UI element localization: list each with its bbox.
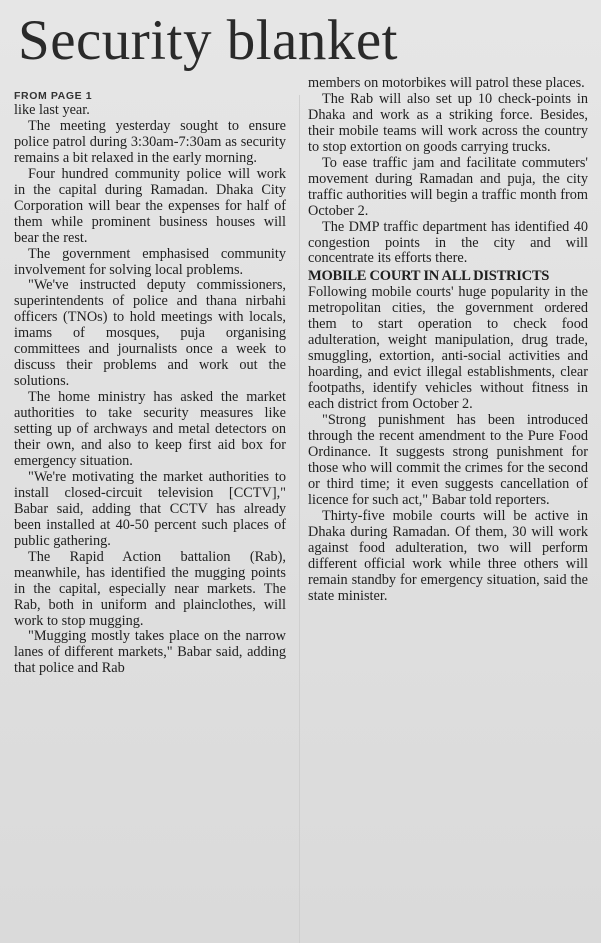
article-paragraph: members on motorbikes will patrol these places. — [308, 75, 585, 91]
article-paragraph: The meeting yesterday sought to ensure police patrol during 3:30am-7:30am as security remains a bit relaxed in the early morning. — [14, 117, 286, 166]
article-paragraph: Thirty-five mobile courts will be active in Dhaka during Ramadan. Of them, 30 will work against food adulteration, two will perform different official work while three others will remain standby for emergency situation, said the state minister. — [308, 507, 588, 604]
continuation-label: FROM PAGE 1 — [14, 90, 93, 102]
article-paragraph: "We're motivating the market authorities to install closed-circuit television [CCTV]," Babar said, adding that CCTV has already been installed at 40-50 percent such places of public gathering. — [14, 468, 286, 549]
article-paragraph: "Mugging mostly takes place on the narrow lanes of different markets," Babar said, adding that police and Rab — [14, 628, 286, 677]
right-column-paragraphs-b — [308, 285, 588, 604]
left-column — [14, 90, 286, 677]
right-column-paragraphs-a — [308, 76, 588, 267]
article-paragraph: "We've instructed deputy commissioners, superintendents of police and thana nirbahi officers (TNOs) to hold meetings with locals, imams of mosques, puja organising committees and journalists once a week to discuss their problems and work out the solutions. — [14, 277, 286, 390]
article-paragraph: To ease traffic jam and facilitate commuters' movement during Ramadan and puja, the city traffic authorities will begin a traffic month from October 2. — [308, 154, 588, 219]
headline: Security blanket — [18, 9, 398, 72]
column-divider — [299, 95, 300, 943]
article-body — [14, 75, 593, 677]
right-column — [308, 76, 588, 605]
article-paragraph: Following mobile courts' huge popularity in the metropolitan cities, the government ordered them to start operation to check food adulteration, weight manipulation, drug trade, smuggling, extortion, anti-social activities and hoarding, and evict illegal establishments, clear footpaths, identify vehicles without fitness in each district from October 2. — [308, 284, 588, 413]
article-paragraph: The Rapid Action battalion (Rab), meanwhile, has identified the mugging points in the capital, especially near markets. The Rab, both in uniform and plainclothes, will work to stop mugging. — [14, 548, 286, 629]
article-paragraph: like last year. — [14, 102, 90, 118]
article-paragraph: The DMP traffic department has identified 40 congestion points in the city and will concentrate its efforts there. — [308, 218, 588, 267]
subhead: MOBILE COURT IN ALL DISTRICTS — [308, 268, 550, 285]
article-paragraph: "Strong punishment has been introduced through the recent amendment to the Pure Food Ordinance. It suggests strong punishment for those who will commit the crimes for the second or third time; it even suggests cancellation of licence for such act," Babar told reporters. — [308, 412, 588, 508]
article-paragraph: The home ministry has asked the market authorities to take security measures like setting up of archways and metal detectors on their own, and also to keep first aid box for emergency situation. — [14, 389, 286, 469]
article-paragraph: Four hundred community police will work in the capital during Ramadan. Dhaka City Corporation will bear the expenses for half of them while prominent business houses will bear the rest. — [14, 165, 286, 246]
article-paragraph: The Rab will also set up 10 check-points in Dhaka and work as a striking force. Besides, their mobile teams will work across the country to stop extortion on goods carrying trucks. — [308, 90, 588, 155]
left-column-paragraphs — [14, 103, 286, 677]
article-paragraph: The government emphasised community involvement for solving local problems. — [14, 245, 286, 278]
